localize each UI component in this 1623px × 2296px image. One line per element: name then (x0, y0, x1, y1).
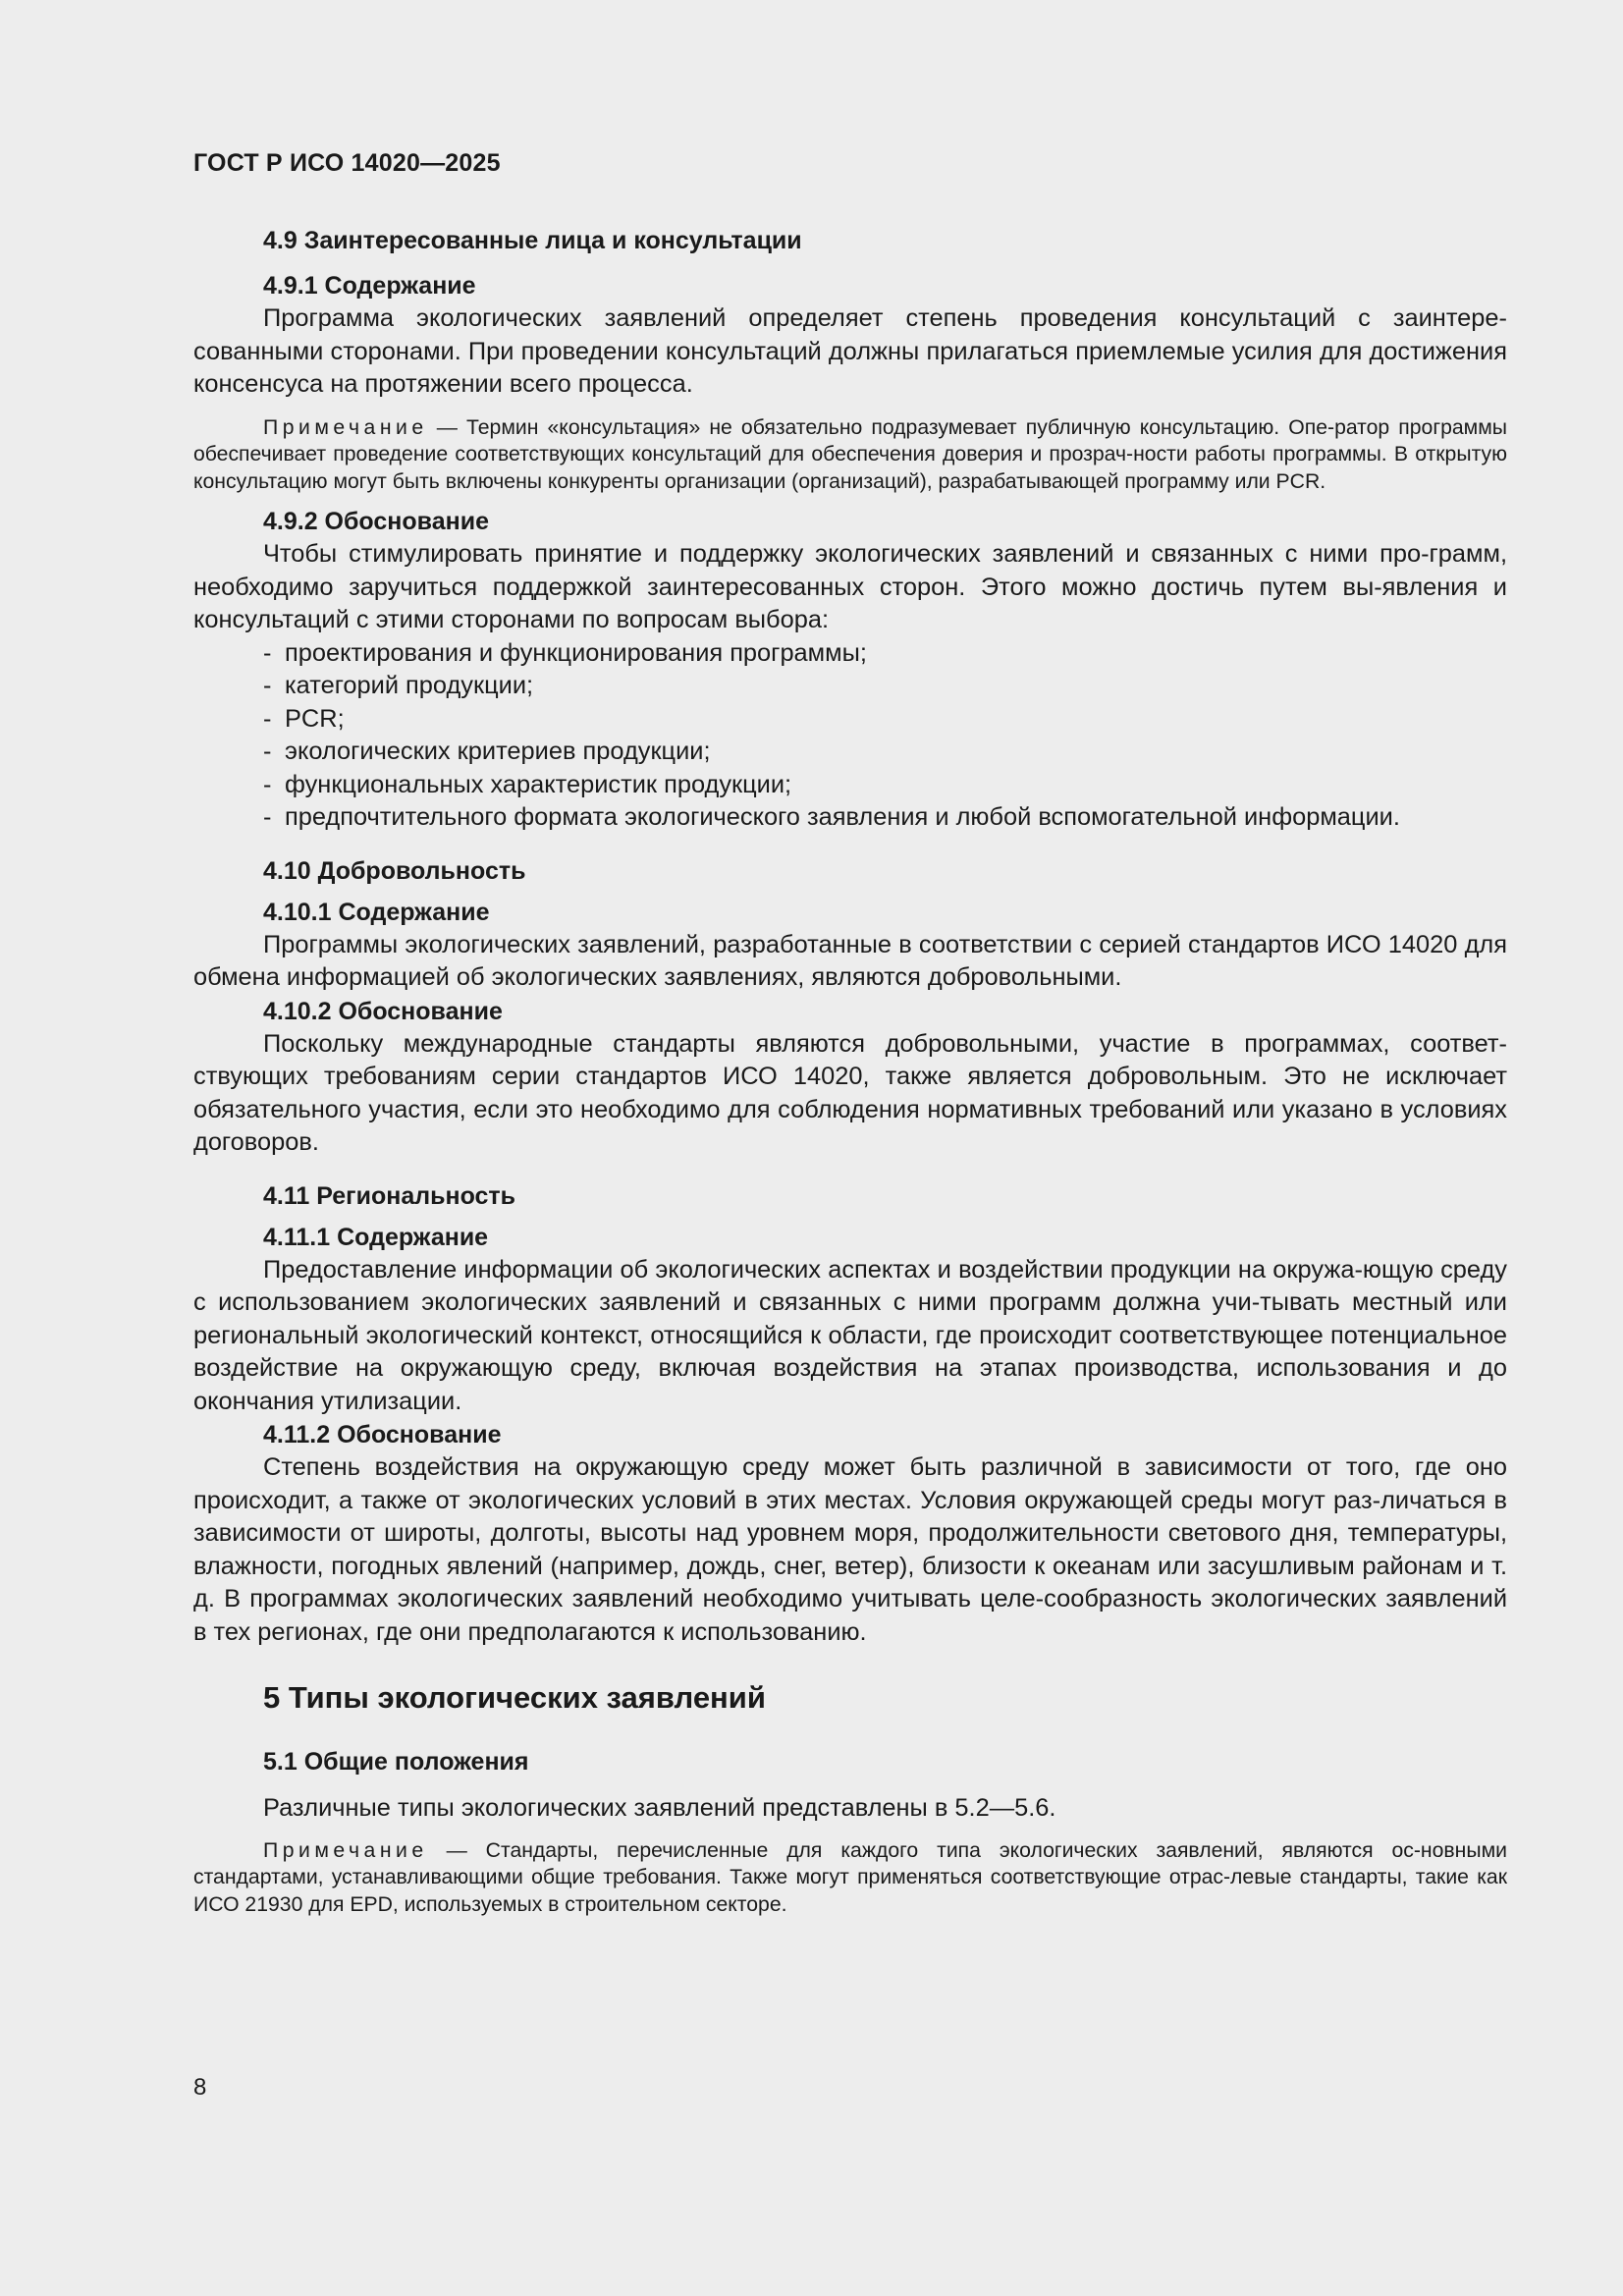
document-body (193, 224, 1507, 1918)
document-header: ГОСТ Р ИСО 14020—2025 (193, 149, 501, 177)
note-text: — Термин «консультация» не обязательно подразумевает публичную консультацию. Опе-ратор программы обеспечивает проведение соответствующих консультаций для обеспечения доверия и прозрач-ности работы программы. В открытую консультацию могут быть включены конкуренты организации (организаций), разрабатывающей программу или PCR. (193, 415, 1507, 493)
section-heading-4-10: 4.10 Добровольность (263, 856, 526, 885)
note-label: Примечание (263, 415, 428, 439)
paragraph-4-11-1: Предоставление информации об экологических аспектах и воздействии продукции на окружа-ющую среду с использованием экологических заявлений и связанных с ними программ должна учи-тывать местный или региональный экологический контекст, относящийся к области, где происходит соответствующее потенциальное воздействие на окружающую среду, включая воздействия на этапах производства, использования и до окончания утилизации. (193, 1255, 1507, 1415)
list-item: - предпочтительного формата экологического заявления и любой вспомогательной информации. (263, 803, 1400, 831)
subsection-heading-4-11-2: 4.11.2 Обоснование (263, 1421, 502, 1449)
paragraph-4-10-1: Программы экологических заявлений, разработанные в соответствии с серией стандартов ИСО 14020 для обмена информацией об экологических заявлениях, являются добровольными. (193, 930, 1507, 991)
section-heading-5: 5 Типы экологических заявлений (263, 1680, 766, 1715)
page-number: 8 (193, 2074, 207, 2101)
paragraph-4-9-2: Чтобы стимулировать принятие и поддержку экологических заявлений и связанных с ними про-грамм, необходимо заручиться поддержкой заинтересованных сторон. Этого можно достичь путем вы-явления и консультаций с этими сторонами по вопросам выбора: (193, 540, 1507, 633)
paragraph-4-10-2: Поскольку международные стандарты являются добровольными, участие в программах, соответ-ствующих требованиям серии стандартов ИСО 14020, также является добровольным. Это не исключает обязательного участия, если это необходимо для соблюдения нормативных требований или указано в условиях договоров. (193, 1029, 1507, 1156)
subsection-heading-4-9-1: 4.9.1 Содержание (263, 272, 476, 300)
paragraph-4-11-2: Степень воздействия на окружающую среду может быть различной в зависимости от того, где оно происходит, а также от экологических условий в этих местах. Условия окружающей среды могут раз-личаться в зависимости от широты, долготы, высоты над уровнем моря, продолжительности светового дня, температуры, влажности, погодных явлений (например, дождь, снег, ветер), близости к океанам или засушливым районам и т. д. В программах экологических заявлений необходимо учитывать целе-сообразность экологических заявлений в тех регионах, где они предполагаются к использованию. (193, 1453, 1507, 1646)
paragraph-4-9-1: Программа экологических заявлений определяет степень проведения консультаций с заинтере-сованными сторонами. При проведении консультаций должны прилагаться приемлемые усилия для достижения консенсуса на протяжении всего процесса. (193, 304, 1507, 398)
list-item: - PCR; (263, 704, 345, 733)
subsection-heading-4-10-1: 4.10.1 Содержание (263, 898, 490, 926)
paragraph-5-1: Различные типы экологических заявлений представлены в 5.2—5.6. (263, 1794, 1056, 1822)
selection-list (193, 637, 1507, 835)
list-item: - функциональных характеристик продукции; (263, 770, 792, 798)
list-item: - проектирования и функционирования программы; (263, 638, 867, 667)
subsection-heading-4-9-2: 4.9.2 Обоснование (263, 508, 489, 535)
note-5-1 (193, 1837, 1507, 1919)
list-item: - экологических критериев продукции; (263, 738, 711, 765)
section-heading-4-11: 4.11 Региональность (263, 1181, 516, 1210)
subsection-heading-4-10-2: 4.10.2 Обоснование (263, 997, 503, 1025)
note-4-9-1 (193, 414, 1507, 496)
list-item: - категорий продукции; (263, 672, 534, 699)
note-label: Примечание (263, 1838, 428, 1862)
section-heading-4-9: 4.9 Заинтересованные лица и консультации (263, 227, 802, 254)
note-text: — Стандарты, перечисленные для каждого типа экологических заявлений, являются ос-новными стандартами, устанавливающими общие требования. Также могут применяться соответствующие отрас-левые стандарты, такие как ИСО 21930 для EPD, используемых в строительном секторе. (193, 1838, 1507, 1916)
subsection-heading-4-11-1: 4.11.1 Содержание (263, 1223, 489, 1251)
subsection-heading-5-1: 5.1 Общие положения (263, 1748, 529, 1776)
